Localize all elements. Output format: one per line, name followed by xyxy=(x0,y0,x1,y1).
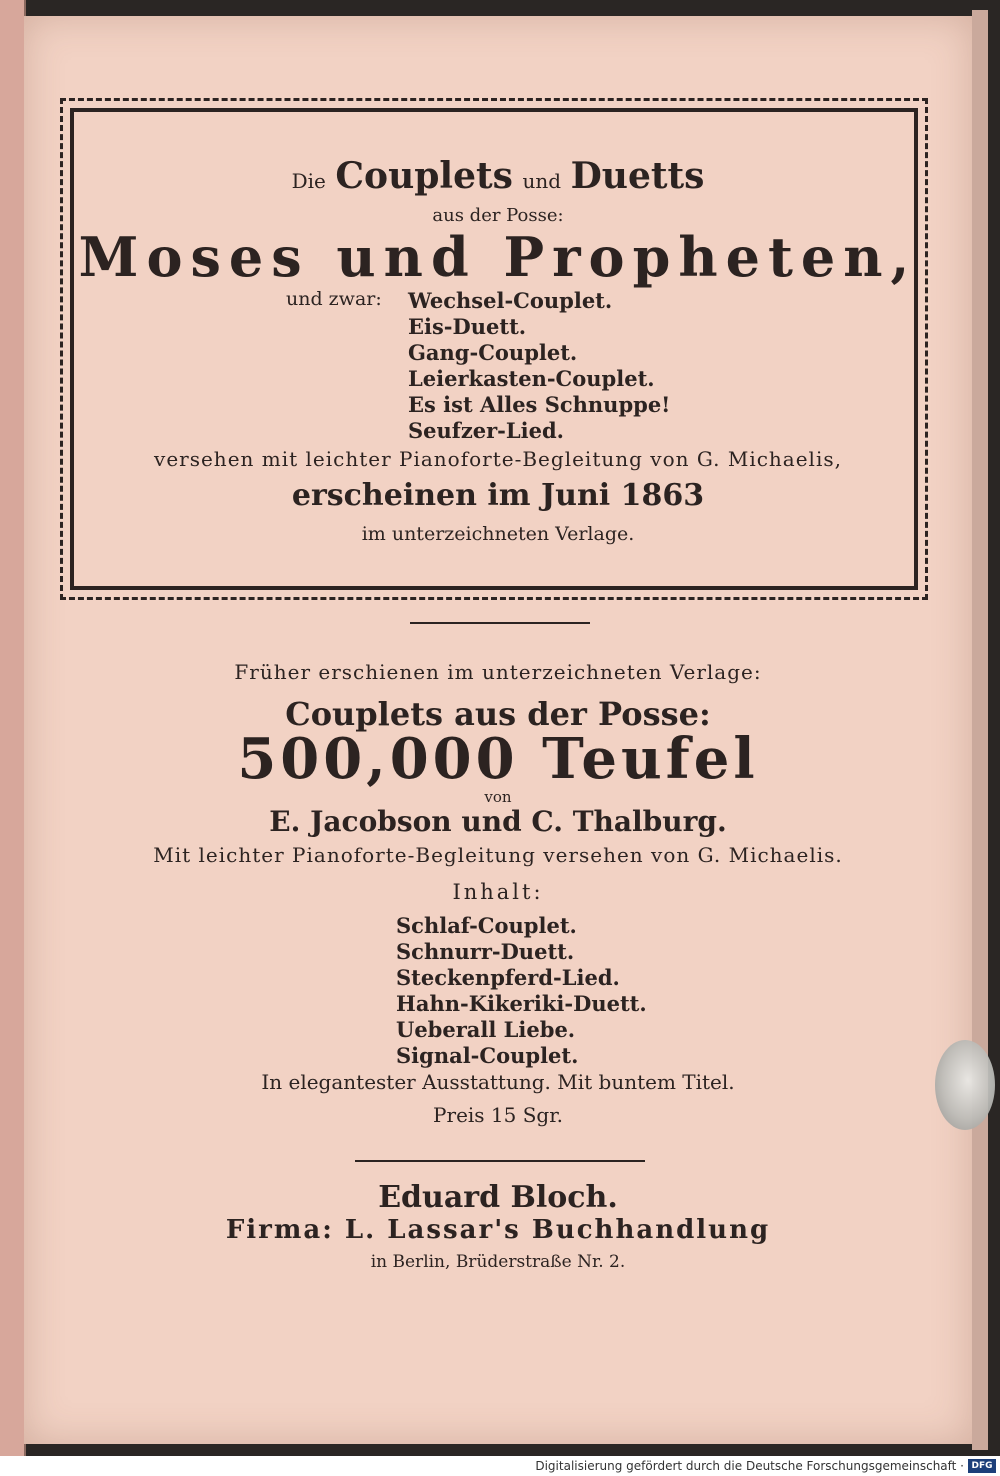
earlier-intro: Früher erschienen im unterzeichneten Verlage: xyxy=(234,660,762,684)
announcement-heading: Die Couplets und Duetts xyxy=(291,155,705,197)
list-item: Seufzer-Lied. xyxy=(408,418,564,443)
footer-credit: Digitalisierung gefördert durch die Deutsche Forschungsgemeinschaft · xyxy=(535,1459,964,1473)
price: Preis 15 Sgr. xyxy=(433,1103,563,1127)
list-item: Gang-Couplet. xyxy=(408,340,578,365)
publisher-firm: Firma: L. Lassar's Buchhandlung xyxy=(225,1215,771,1245)
von-label: von xyxy=(484,788,512,806)
dfg-logo-icon: DFG xyxy=(968,1459,996,1473)
previous-page-edge xyxy=(0,0,26,1456)
list-item: Schnurr-Duett. xyxy=(396,939,575,964)
list-item: Wechsel-Couplet. xyxy=(408,288,613,313)
edition-note: In elegantester Ausstattung. Mit buntem Titel. xyxy=(261,1070,735,1094)
divider-bottom xyxy=(355,1160,645,1162)
pianoforte-note-earlier: Mit leichter Pianoforte-Begleitung versehen von G. Michaelis. xyxy=(153,843,843,867)
list-item: Signal-Couplet. xyxy=(396,1043,579,1068)
digitization-footer xyxy=(0,1456,1000,1476)
publisher-name: Eduard Bloch. xyxy=(378,1180,618,1215)
items-lead: und zwar: xyxy=(286,288,382,310)
list-item: Ueberall Liebe. xyxy=(396,1017,576,1042)
earlier-heading: Couplets aus der Posse: xyxy=(285,695,711,733)
announcement-subheading: aus der Posse: xyxy=(432,205,564,226)
publisher-address: in Berlin, Brüderstraße Nr. 2. xyxy=(370,1252,626,1272)
list-item: Es ist Alles Schnuppe! xyxy=(408,392,671,417)
list-item: Schlaf-Couplet. xyxy=(396,913,577,938)
list-item: Steckenpferd-Lied. xyxy=(396,965,620,990)
list-item: Eis-Duett. xyxy=(408,314,527,339)
divider-top xyxy=(410,622,590,624)
release-date: erscheinen im Juni 1863 xyxy=(291,478,705,513)
book-cover-edge xyxy=(972,10,988,1450)
authors: E. Jacobson und C. Thalburg. xyxy=(269,805,727,838)
list-item: Hahn-Kikeriki-Duett. xyxy=(396,991,647,1016)
play-title: Moses und Propheten, xyxy=(78,225,918,289)
contents-list xyxy=(396,913,647,1069)
earlier-title: 500,000 Teufel xyxy=(237,726,759,792)
contents-heading: Inhalt: xyxy=(452,880,544,904)
publisher-note: im unterzeichneten Verlage. xyxy=(361,523,635,545)
pianoforte-note: versehen mit leichter Pianoforte-Begleitung von G. Michaelis, xyxy=(154,447,842,471)
items-list xyxy=(408,288,670,444)
list-item: Leierkasten-Couplet. xyxy=(408,366,655,391)
